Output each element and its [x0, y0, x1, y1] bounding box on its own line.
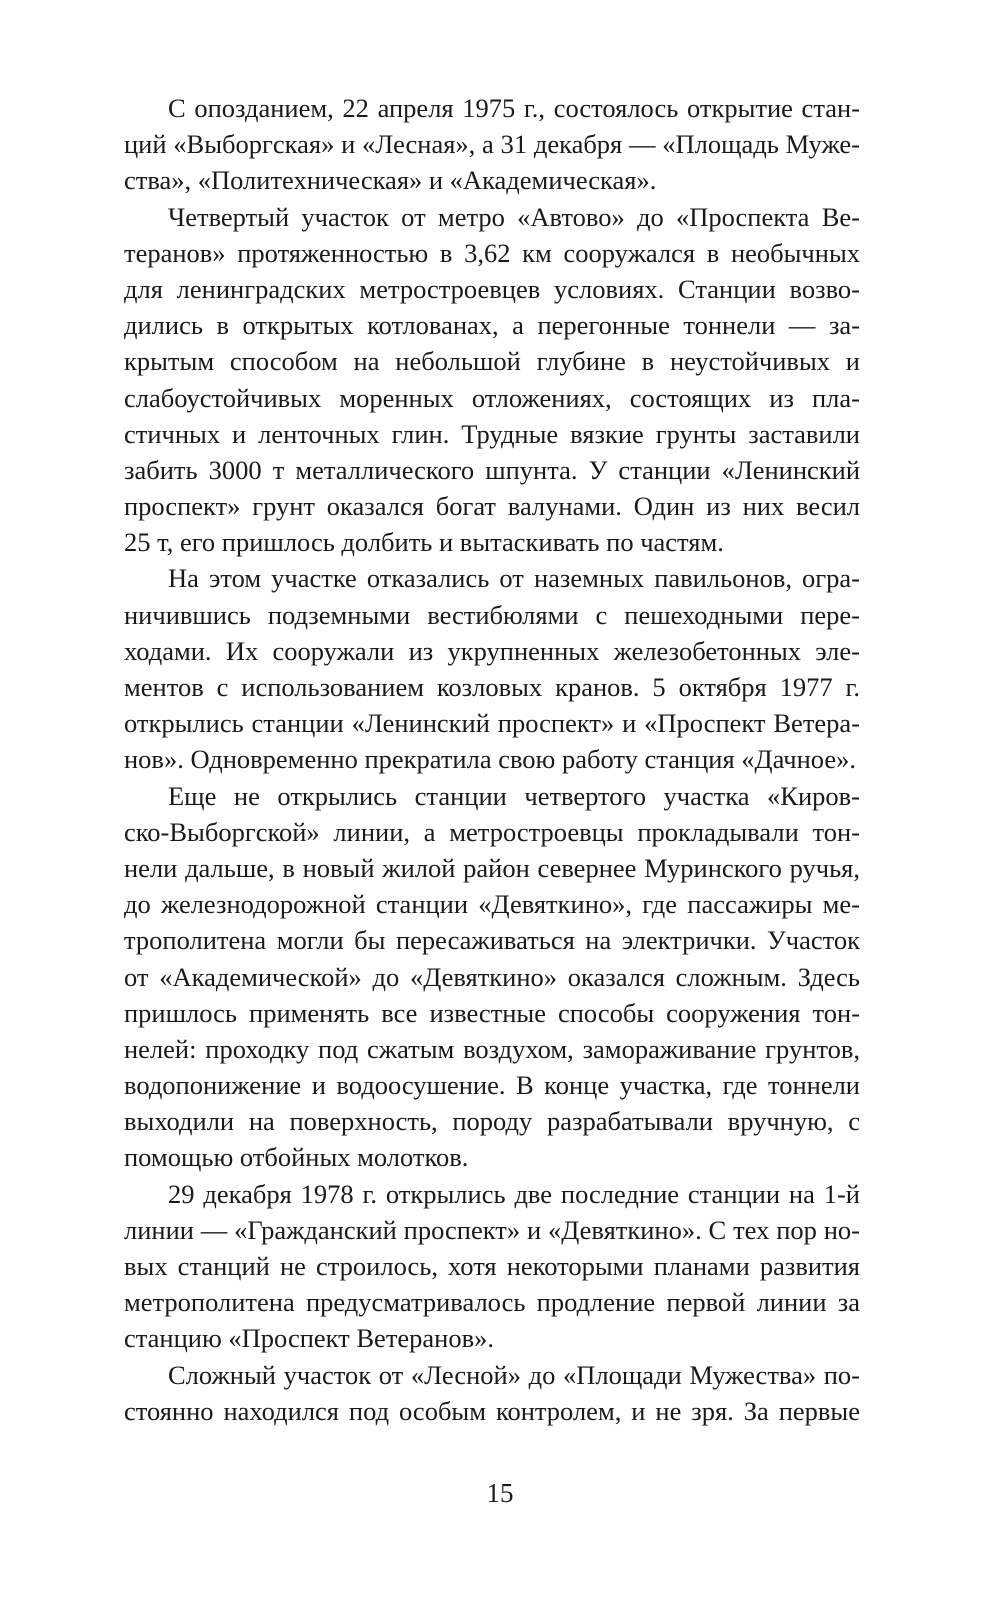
text-line: нели дальше, в новый жилой район севернее Муринского ручья, — [124, 852, 860, 883]
text-line: забить 3000 т металлического шпунта. У станции «Ленинский — [124, 454, 860, 485]
paragraph-1 — [80, 90, 860, 199]
text-line: Еще не открылись станции четвертого участка «Киров- — [168, 780, 860, 811]
text-line: ментов с использованием козловых кранов. 5 октября 1977 г. — [124, 672, 860, 702]
text-line: для ленинградских метростроевцев условиях. Станции возво- — [124, 273, 860, 304]
text-line: ций «Выборгская» и «Лесная», а 31 декабря — «Площадь Муже- — [124, 129, 860, 160]
text-line: до железнодорожной станции «Девяткино», где пассажиры ме- — [124, 889, 860, 920]
text-line: теранов» протяженностью в 3,62 км сооружался в необычных — [124, 237, 860, 268]
text-line: дились в открытых котлованах, а перегонные тоннели — за- — [124, 310, 860, 341]
text-line: Сложный участок от «Лесной» до «Площади Мужества» по- — [168, 1359, 860, 1390]
text-line: вых станций не строилось, хотя некоторыми планами развития — [124, 1251, 860, 1281]
text-line: ско-Выборгской» линии, а метростроевцы прокладывали тон- — [124, 816, 860, 847]
text-line: нелей: проходку под сжатым воздухом, замораживание грунтов, — [124, 1033, 860, 1064]
text-line: выходили на поверхность, породу разрабатывали вручную, с — [124, 1106, 860, 1137]
text-line: проспект» грунт оказался богат валунами. Один из них весил — [124, 491, 860, 522]
text-line: С опозданием, 22 апреля 1975 г., состоялось открытие стан- — [168, 93, 860, 123]
text-line: 29 декабря 1978 г. открылись две последние станции на 1-й — [168, 1178, 860, 1209]
text-line: ства», «Политехническая» и «Академическая». — [124, 165, 657, 196]
paragraph-5 — [80, 1176, 860, 1357]
paragraph-2 — [80, 199, 860, 561]
text-line: слабоустойчивых моренных отложениях, состоящих из пла- — [124, 382, 860, 413]
text-line: станцию «Проспект Ветеранов». — [124, 1323, 494, 1354]
text-line: крытым способом на небольшой глубине в неустойчивых и — [124, 346, 860, 377]
paragraph-3 — [80, 560, 860, 777]
text-line: ничившись подземными вестибюлями с пешеходными пере- — [124, 599, 860, 630]
text-line: Четвертый участок от метро «Автово» до «Проспекта Ве- — [168, 201, 860, 232]
paragraph-4 — [80, 778, 860, 1176]
text-line: стичных и ленточных глин. Трудные вязкие грунты заставили — [124, 418, 860, 449]
text-line: ходами. Их сооружали из укрупненных железобетонных эле- — [124, 635, 860, 666]
text-line: 25 т, его пришлось долбить и вытаскивать по частям. — [124, 527, 724, 558]
text-line: помощью отбойных молотков. — [124, 1142, 469, 1173]
text-line: нов». Одновременно прекратила свою работу станция «Дачное». — [124, 744, 857, 775]
text-line: метрополитена предусматривалось продление первой линии за — [124, 1287, 860, 1318]
page-body — [80, 90, 860, 1429]
text-line: водопонижение и водоосушение. В конце участка, где тоннели — [124, 1070, 860, 1101]
text-line: пришлось применять все известные способы сооружения тон- — [124, 997, 860, 1028]
text-line: линии — «Гражданский проспект» и «Девяткино». С тех пор но- — [124, 1214, 860, 1245]
text-line: открылись станции «Ленинский проспект» и «Проспект Ветера- — [124, 708, 860, 739]
text-line: На этом участке отказались от наземных павильонов, огра- — [168, 563, 860, 594]
page-number: 15 — [486, 1478, 514, 1508]
text-line: от «Академической» до «Девяткино» оказался сложным. Здесь — [124, 961, 860, 992]
paragraph-6 — [80, 1357, 860, 1429]
text-line: трополитена могли бы пересаживаться на электрички. Участок — [124, 925, 860, 956]
text-line: стоянно находился под особым контролем, и не зря. За первые — [124, 1395, 860, 1426]
